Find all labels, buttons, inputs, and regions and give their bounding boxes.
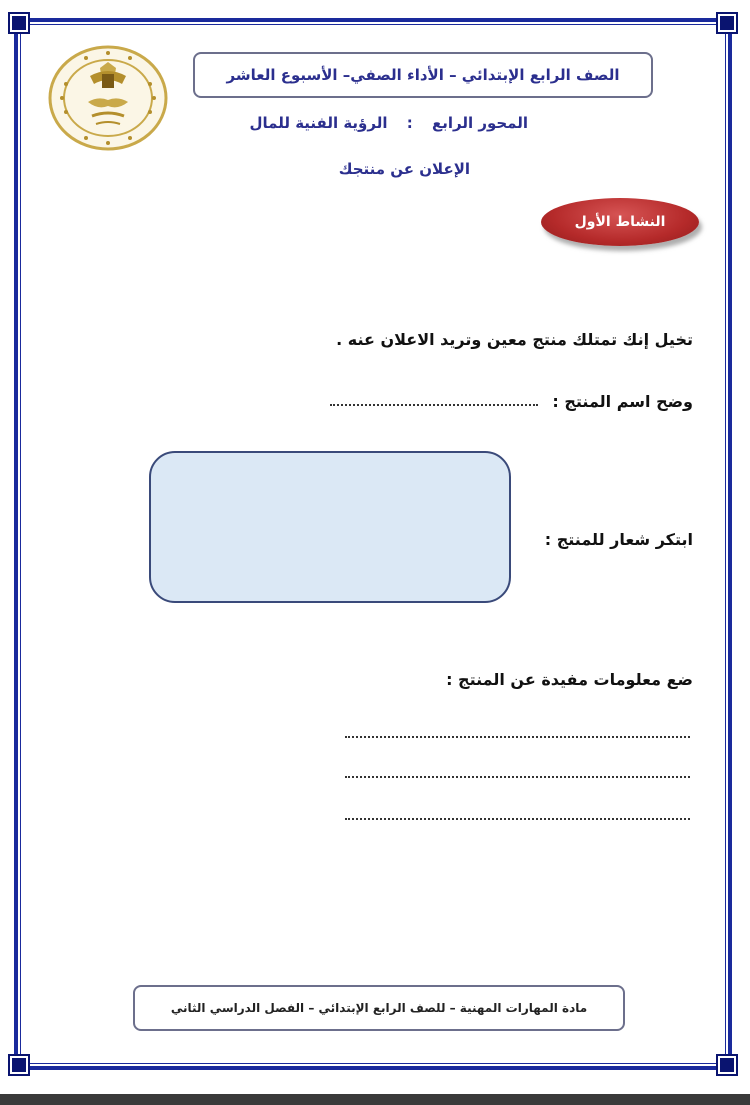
- ministry-seal-logo: [46, 44, 170, 152]
- question-slogan: ابتكر شعار للمنتج :: [544, 530, 693, 549]
- footer-box: [133, 985, 625, 1031]
- answer-line-info-2[interactable]: [345, 768, 690, 778]
- axis-line: [236, 114, 528, 132]
- worksheet-title-box: [193, 52, 653, 98]
- axis-separator: :: [406, 114, 413, 132]
- question-product-name: وضح اسم المنتج :: [552, 392, 693, 411]
- answer-line-product-name[interactable]: [330, 396, 538, 406]
- corner-ornament-bottom-right: [718, 1056, 736, 1074]
- activity-badge: [541, 198, 699, 246]
- worksheet-title: الصف الرابع الإبتدائي – الأداء الصفي– الأسبوع العاشر: [226, 66, 620, 84]
- corner-ornament-bottom-left: [10, 1056, 28, 1074]
- corner-ornament-top-left: [10, 14, 28, 32]
- question-useful-info: ضع معلومات مفيدة عن المنتج :: [446, 670, 693, 689]
- axis-value: الرؤية الفنية للمال: [249, 114, 388, 132]
- axis-label: المحور الرابع: [431, 114, 528, 132]
- answer-line-info-3[interactable]: [345, 810, 690, 820]
- answer-line-info-1[interactable]: [345, 728, 690, 738]
- corner-ornament-top-right: [718, 14, 736, 32]
- footer-text: مادة المهارات المهنية – للصف الرابع الإبتدائي – الفصل الدراسي الثاني: [170, 1001, 588, 1015]
- bottom-bar: [0, 1094, 750, 1105]
- lesson-title: الإعلان عن منتجك: [338, 160, 470, 178]
- slogan-answer-box[interactable]: [149, 451, 511, 603]
- question-imagine: تخيل إنك تمتلك منتج معين وتريد الاعلان عنه .: [336, 330, 693, 349]
- activity-badge-label: النشاط الأول: [574, 214, 666, 230]
